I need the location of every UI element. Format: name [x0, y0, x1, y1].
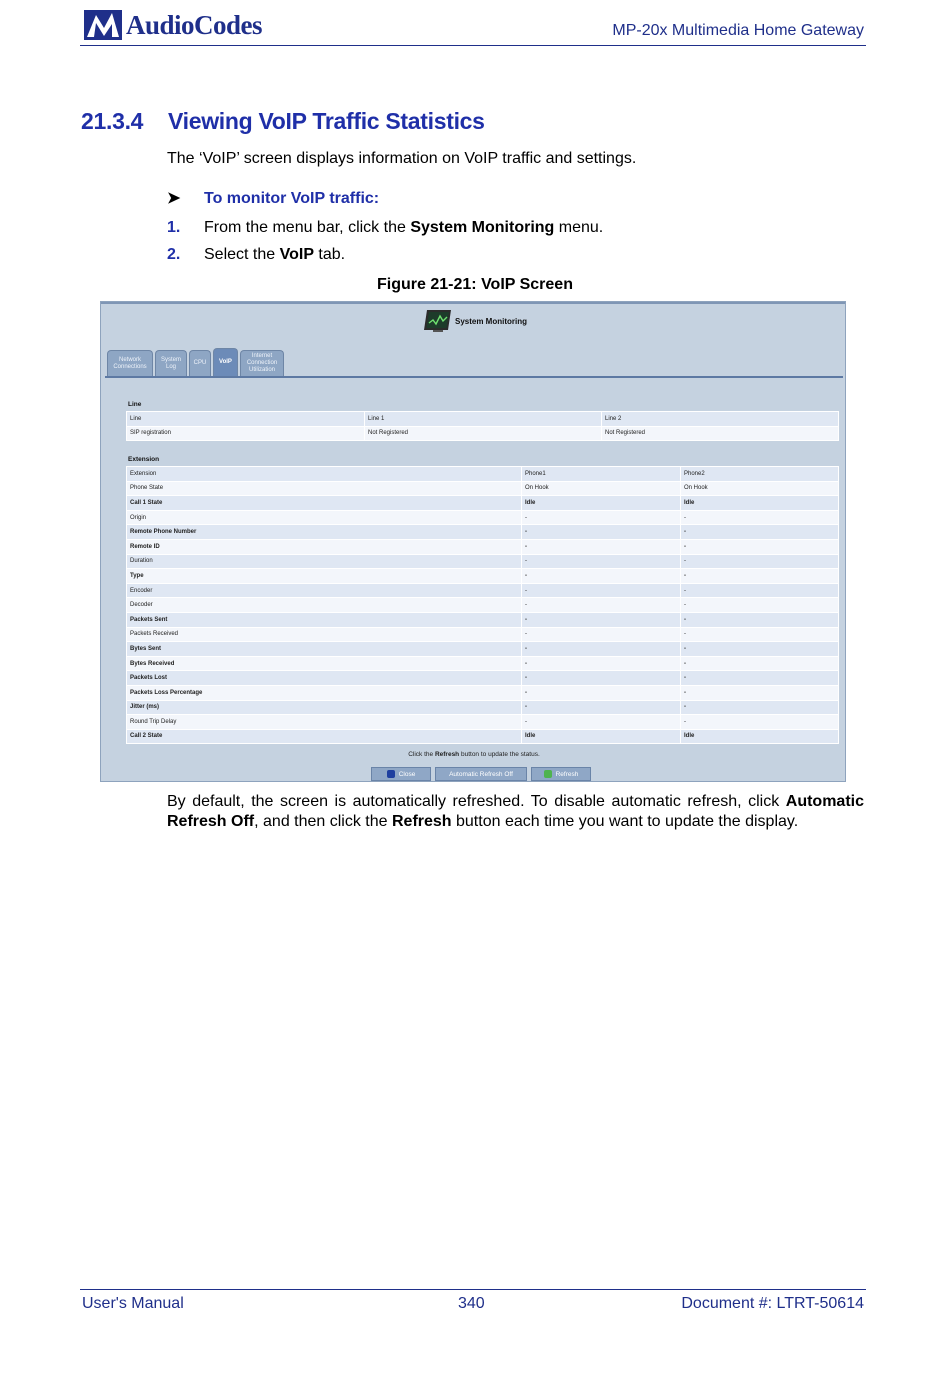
table-cell: SIP registration — [127, 426, 365, 441]
table-cell: Not Registered — [602, 426, 839, 441]
step-bold: VoIP — [279, 246, 314, 263]
table-cell: Extension — [127, 467, 522, 482]
procedure-title-text: To monitor VoIP traffic: — [204, 190, 380, 207]
screen-title: System Monitoring — [455, 316, 528, 326]
table-row — [127, 525, 839, 540]
table-cell: Call 1 State — [127, 496, 522, 511]
extension-table — [126, 466, 839, 744]
table-cell: - — [522, 627, 681, 642]
table-cell: On Hook — [522, 481, 681, 496]
tab-system-log[interactable] — [155, 350, 187, 376]
figure-caption: Figure 21-21: VoIP Screen — [377, 276, 573, 293]
tab-label: VoIP — [219, 359, 232, 366]
table-cell: - — [522, 671, 681, 686]
tab-cpu[interactable] — [189, 350, 211, 376]
table-cell: - — [681, 685, 839, 700]
body-text: button each time you want to update the display. — [451, 813, 799, 830]
table-row — [127, 583, 839, 598]
automatic-refresh-off-button[interactable] — [435, 767, 527, 781]
body-bold: Automatic Refresh Off — [167, 793, 864, 830]
table-cell: - — [681, 700, 839, 715]
page-footer — [80, 1289, 866, 1317]
table-cell: On Hook — [681, 481, 839, 496]
table-cell: Decoder — [127, 598, 522, 613]
page-number: 340 — [458, 1295, 485, 1312]
table-row — [127, 426, 839, 441]
section-heading — [81, 108, 485, 135]
step-text: From the menu bar, click the — [204, 219, 411, 236]
table-cell: - — [681, 554, 839, 569]
page-header — [80, 8, 866, 46]
table-cell: - — [522, 700, 681, 715]
table-cell: Round Trip Delay — [127, 715, 522, 730]
table-row — [127, 554, 839, 569]
step-text: Select the — [204, 246, 280, 263]
refresh-icon — [544, 770, 552, 778]
table-cell: Phone State — [127, 481, 522, 496]
step-2 — [167, 246, 345, 264]
table-cell: - — [522, 642, 681, 657]
tab-label: CPU — [193, 360, 207, 367]
table-cell: - — [681, 627, 839, 642]
table-cell: Packets Sent — [127, 612, 522, 627]
table-cell: - — [681, 510, 839, 525]
table-row — [127, 481, 839, 496]
table-row — [127, 467, 839, 482]
table-cell: Phone1 — [522, 467, 681, 482]
table-cell: Type — [127, 569, 522, 584]
table-cell: Idle — [681, 729, 839, 744]
button-label: Refresh — [555, 770, 579, 778]
table-cell: - — [522, 583, 681, 598]
tab-label: Log — [165, 363, 176, 370]
table-cell: - — [522, 685, 681, 700]
table-cell: - — [522, 569, 681, 584]
table-cell: - — [681, 598, 839, 613]
table-cell: - — [522, 656, 681, 671]
table-row — [127, 569, 839, 584]
close-button[interactable] — [371, 767, 431, 781]
audiocodes-logo — [84, 8, 262, 42]
table-cell: Idle — [522, 496, 681, 511]
table-cell: Origin — [127, 510, 522, 525]
footer-left: User's Manual — [82, 1295, 184, 1312]
table-row — [127, 671, 839, 686]
step-text-end: menu. — [554, 219, 604, 236]
tab-label: Internet — [251, 353, 273, 360]
table-cell: Phone2 — [681, 467, 839, 482]
table-row — [127, 700, 839, 715]
table-cell: Line 1 — [365, 412, 602, 427]
body-bold: Refresh — [391, 813, 452, 830]
table-cell: - — [522, 510, 681, 525]
table-cell: - — [522, 525, 681, 540]
table-cell: Line 2 — [602, 412, 839, 427]
tab-label: Connection — [246, 360, 278, 367]
table-cell: - — [681, 569, 839, 584]
tab-label: Network — [118, 356, 141, 363]
table-cell: Encoder — [127, 583, 522, 598]
table-cell: Packets Lost — [127, 671, 522, 686]
table-cell: - — [522, 715, 681, 730]
table-cell: - — [681, 656, 839, 671]
step-text-end: tab. — [313, 246, 346, 263]
table-cell: Packets Received — [127, 627, 522, 642]
table-cell: Jitter (ms) — [127, 700, 522, 715]
line-table — [126, 411, 839, 441]
refresh-note — [101, 751, 846, 758]
figure-buttons — [371, 767, 591, 781]
note-bold: Refresh — [434, 751, 460, 758]
table-cell: - — [681, 671, 839, 686]
tab-label: Utilization — [248, 366, 275, 373]
tab-label: System — [160, 356, 181, 363]
table-cell: - — [681, 539, 839, 554]
refresh-button[interactable] — [531, 767, 591, 781]
table-cell: Idle — [681, 496, 839, 511]
section-number: 21.3.4 — [81, 108, 144, 134]
body-text: , and then click the — [254, 813, 392, 830]
note-text: Click the — [408, 751, 435, 758]
close-arrow-icon — [387, 770, 395, 778]
step-number: 1. — [167, 219, 181, 236]
table-cell: Idle — [522, 729, 681, 744]
logo-text: AudioCodes — [126, 9, 263, 40]
tab-voip[interactable] — [213, 348, 238, 376]
table-cell: Remote Phone Number — [127, 525, 522, 540]
table-cell: Bytes Sent — [127, 642, 522, 657]
table-row — [127, 496, 839, 511]
section-title: Viewing VoIP Traffic Statistics — [168, 108, 485, 134]
table-cell: - — [681, 715, 839, 730]
header-title: MP-20x Multimedia Home Gateway — [612, 22, 864, 39]
body-paragraph — [167, 792, 864, 832]
note-text-end: button to update the status. — [459, 751, 540, 758]
table-row — [127, 715, 839, 730]
voip-screen-figure — [100, 301, 846, 782]
table-cell: - — [522, 598, 681, 613]
tab-network-connections[interactable] — [107, 350, 153, 376]
table-row — [127, 627, 839, 642]
table-cell: Call 2 State — [127, 729, 522, 744]
table-cell: Packets Loss Percentage — [127, 685, 522, 700]
table-cell: - — [522, 612, 681, 627]
table-cell: Bytes Received — [127, 656, 522, 671]
table-cell: - — [681, 583, 839, 598]
audiocodes-logo-icon — [84, 10, 122, 40]
table-cell: Duration — [127, 554, 522, 569]
table-cell: - — [681, 642, 839, 657]
table-cell: Remote ID — [127, 539, 522, 554]
table-cell: - — [681, 612, 839, 627]
tab-bar — [107, 348, 286, 376]
footer-right: Document #: LTRT-50614 — [681, 1295, 864, 1312]
arrow-bullet-icon: ➤ — [167, 190, 181, 207]
button-label: Automatic Refresh Off — [449, 770, 513, 778]
table-row — [127, 598, 839, 613]
extension-group-title: Extension — [128, 456, 160, 463]
table-row — [127, 510, 839, 525]
table-cell: - — [522, 539, 681, 554]
tab-internet-connection-utilization[interactable] — [240, 350, 284, 376]
system-monitoring-title — [423, 308, 527, 334]
monitor-icon — [423, 308, 453, 334]
table-row — [127, 539, 839, 554]
step-1 — [167, 219, 603, 237]
table-cell: - — [681, 525, 839, 540]
step-number: 2. — [167, 246, 181, 263]
table-cell: Not Registered — [365, 426, 602, 441]
table-row — [127, 412, 839, 427]
button-label: Close — [398, 770, 416, 778]
table-row — [127, 685, 839, 700]
figure-top-border — [101, 302, 845, 304]
tab-label: Connections — [113, 363, 147, 370]
table-row — [127, 612, 839, 627]
line-group-title: Line — [128, 401, 142, 408]
table-row — [127, 642, 839, 657]
table-row — [127, 656, 839, 671]
procedure-title — [167, 188, 379, 208]
body-text: By default, the screen is automatically refreshed. To disable automatic refresh, click — [167, 793, 786, 810]
table-cell: - — [522, 554, 681, 569]
tab-underline — [105, 376, 843, 378]
table-cell: Line — [127, 412, 365, 427]
intro-text: The ‘VoIP’ screen displays information on VoIP traffic and settings. — [167, 150, 637, 167]
table-row — [127, 729, 839, 744]
step-bold: System Monitoring — [410, 219, 555, 236]
